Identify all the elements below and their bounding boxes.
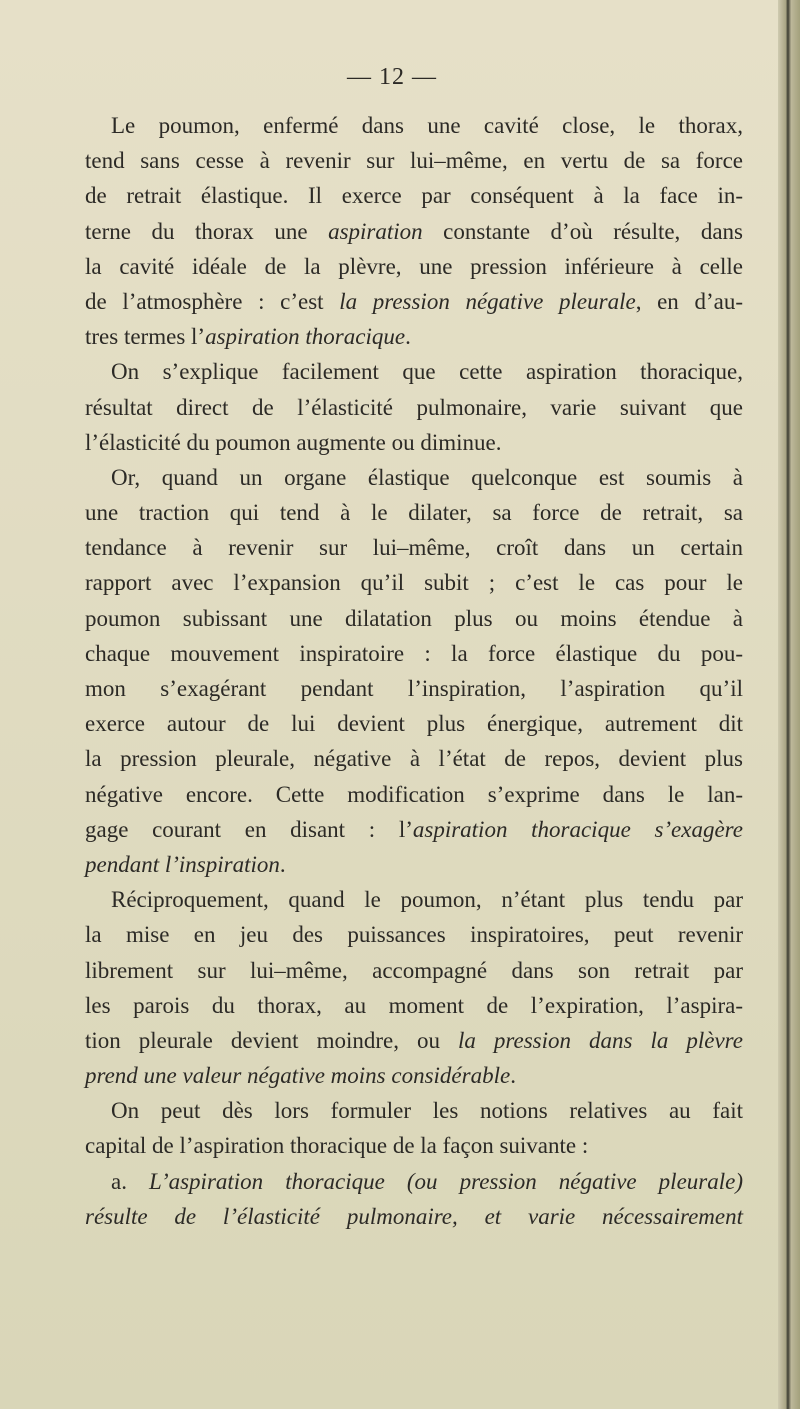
text-segment: négative encore. Cette modification s’exprime dans le lan-	[85, 781, 743, 807]
text-segment: de l’atmosphère : c’est	[85, 288, 340, 314]
text-line	[85, 1023, 743, 1058]
text-segment: les parois du thorax, au moment de l’expiration, l’aspira-	[85, 992, 743, 1018]
text-line	[85, 1164, 743, 1199]
text-line	[85, 706, 743, 741]
text-segment: résultat direct de l’élasticité pulmonaire, varie suivant que	[85, 394, 743, 420]
text-line	[85, 319, 743, 354]
italic-text: aspiration	[328, 218, 423, 244]
page-number: — 12 —	[347, 64, 437, 90]
text-line	[85, 143, 743, 178]
italic-text: aspiration thoracique	[205, 324, 406, 350]
text-line	[85, 777, 743, 812]
text-segment: Or, quand un organe élastique quelconque est soumis à	[111, 464, 743, 490]
text-segment: terne du thorax une	[85, 218, 329, 244]
text-line	[85, 882, 743, 917]
text-line	[85, 917, 743, 952]
text-line	[85, 1058, 743, 1093]
text-line	[85, 1093, 743, 1128]
text-segment: a.	[111, 1168, 149, 1194]
text-segment: , en d’au-	[635, 288, 743, 314]
text-line	[85, 214, 743, 249]
italic-text: L’aspiration thoracique (ou pression négative pleurale)	[149, 1168, 743, 1194]
text-segment: gage courant en disant : l’	[85, 816, 413, 842]
book-binding-edge	[778, 0, 800, 1409]
italic-text: prend une valeur négative moins considérable	[85, 1063, 511, 1089]
text-line	[85, 178, 743, 213]
italic-text: la pression négative pleurale	[339, 288, 636, 314]
italic-text: pendant l’inspiration	[85, 851, 280, 877]
text-segment: l’élasticité du poumon augmente ou diminue.	[85, 429, 502, 455]
text-line	[85, 249, 743, 284]
text-segment: exerce autour de lui devient plus énergique, autrement dit	[85, 711, 743, 737]
text-line	[85, 601, 743, 636]
text-segment: On s’explique facilement que cette aspiration thoracique,	[111, 359, 743, 385]
text-segment: poumon subissant une dilatation plus ou moins étendue à	[85, 605, 743, 631]
text-line	[85, 425, 743, 460]
text-line	[85, 953, 743, 988]
text-line	[85, 636, 743, 671]
text-line	[85, 565, 743, 600]
text-line	[85, 108, 743, 143]
text-line	[85, 354, 743, 389]
body-text	[85, 108, 743, 1234]
text-segment: la mise en jeu des puissances inspiratoires, peut revenir	[85, 922, 743, 948]
text-segment: .	[279, 851, 286, 877]
text-line	[85, 530, 743, 565]
text-segment: chaque mouvement inspiratoire : la force élastique du pou-	[85, 640, 743, 666]
text-line	[85, 390, 743, 425]
text-line	[85, 495, 743, 530]
text-segment: la pression pleurale, négative à l’état de repos, devient plus	[85, 746, 743, 772]
text-segment: mon s’exagérant pendant l’inspiration, l’aspiration qu’il	[85, 676, 743, 701]
text-segment: tion pleurale devient moindre, ou	[85, 1027, 458, 1053]
text-segment: On peut dès lors formuler les notions relatives au fait	[111, 1098, 743, 1124]
text-segment: librement sur lui–même, accompagné dans son retrait par	[85, 957, 743, 983]
italic-text: résulte de l’élasticité pulmonaire, et varie nécessairement	[85, 1203, 743, 1229]
text-line	[85, 741, 743, 776]
text-line	[85, 847, 743, 882]
text-segment: de retrait élastique. Il exerce par conséquent à la face in-	[85, 183, 743, 209]
text-segment: tend sans cesse à revenir sur lui–même, en vertu de sa force	[85, 148, 743, 174]
text-segment: Réciproquement, quand le poumon, n’étant plus tendu par	[111, 887, 743, 913]
text-segment: une traction qui tend à le dilater, sa force de retrait, sa	[85, 500, 743, 526]
italic-text: aspiration thoracique s’exagère	[412, 816, 743, 842]
text-line	[85, 284, 743, 319]
text-line	[85, 460, 743, 495]
text-line	[85, 988, 743, 1023]
text-segment: rapport avec l’expansion qu’il subit ; c’est le cas pour le	[85, 570, 743, 596]
text-segment: .	[405, 324, 411, 350]
italic-text: la pression dans la plèvre	[458, 1027, 743, 1053]
text-segment: tendance à revenir sur lui–même, croît dans un certain	[85, 535, 743, 561]
text-line	[85, 1199, 743, 1234]
text-segment: tres termes l’	[85, 324, 206, 350]
text-line	[85, 812, 743, 847]
text-segment: Le poumon, enfermé dans une cavité close, le thorax,	[111, 113, 743, 138]
text-segment: constante d’où résulte, dans	[422, 218, 743, 244]
text-segment: .	[510, 1063, 516, 1089]
text-segment: capital de l’aspiration thoracique de la façon suivante :	[85, 1133, 589, 1159]
text-segment: la cavité idéale de la plèvre, une pression inférieure à celle	[85, 253, 743, 279]
text-line	[85, 671, 743, 706]
text-line	[85, 1128, 743, 1163]
